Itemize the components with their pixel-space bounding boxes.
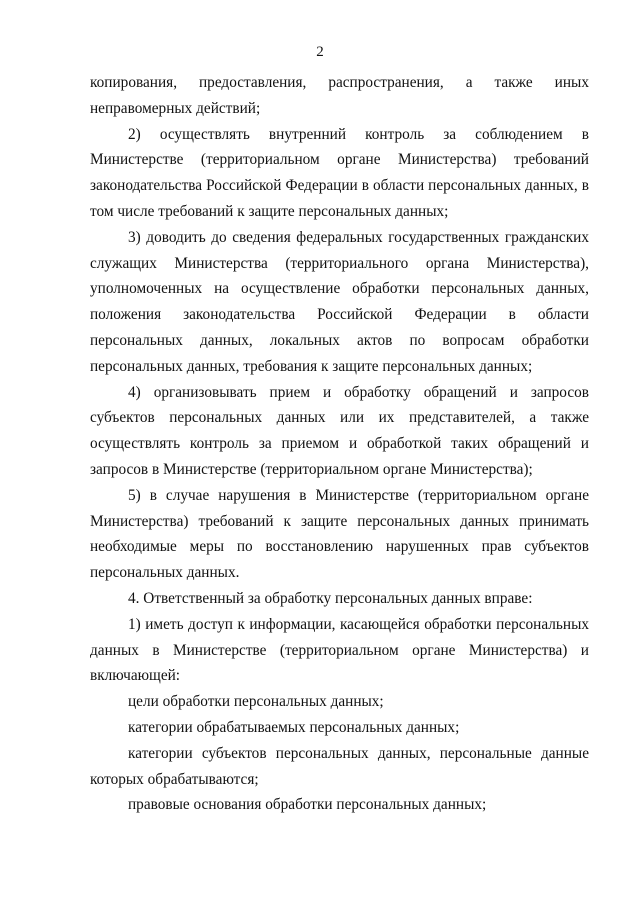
list-item-data-categories: категории обрабатываемых персональных данных; [128,718,460,736]
paragraph-item-4: 4) организовывать прием и обработку обращений и запросов субъектов персональных данных или их представителей, а также осуществлять контроль за приемом и обработкой таких обращений и запросов в Министерстве (территориальном органе Министерства); [90,383,589,478]
list-item-goals: цели обработки персональных данных; [128,693,384,711]
document-body [90,70,589,818]
list-item-subject-categories: категории субъектов персональных данных, персональные данные которых обрабатываются; [90,744,589,788]
paragraph-item-3: 3) доводить до сведения федеральных государственных гражданских служащих Министерства (территориального органа Министерства), уполномоченных на осуществление обработки персональных данных, положения законодательства Российской Федерации в области персональных данных, локальных актов по вопросам обработки персональных данных, требования к защите персональных данных; [90,228,589,375]
paragraph-item-2: 2) осуществлять внутренний контроль за соблюдением в Министерстве (территориальном органе Министерства) требований законодательства Российской Федерации в области персональных данных, в том числе требований к защите персональных данных; [90,125,589,220]
page-number: 2 [316,44,324,60]
section-4-heading: 4. Ответственный за обработку персональных данных вправе: [128,589,533,607]
paragraph-continuation: копирования, предоставления, распространения, а также иных неправомерных действий; [90,74,589,117]
paragraph-right-1: 1) иметь доступ к информации, касающейся обработки персональных данных в Министерстве (территориальном органе Министерства) и включающей: [90,615,589,685]
paragraph-item-5: 5) в случае нарушения в Министерстве (территориальном органе Министерства) требований к защите персональных данных принимать необходимые меры по восстановлению нарушенных прав субъектов персональных данных. [90,486,589,582]
list-item-legal-basis: правовые основания обработки персональных данных; [128,796,487,814]
